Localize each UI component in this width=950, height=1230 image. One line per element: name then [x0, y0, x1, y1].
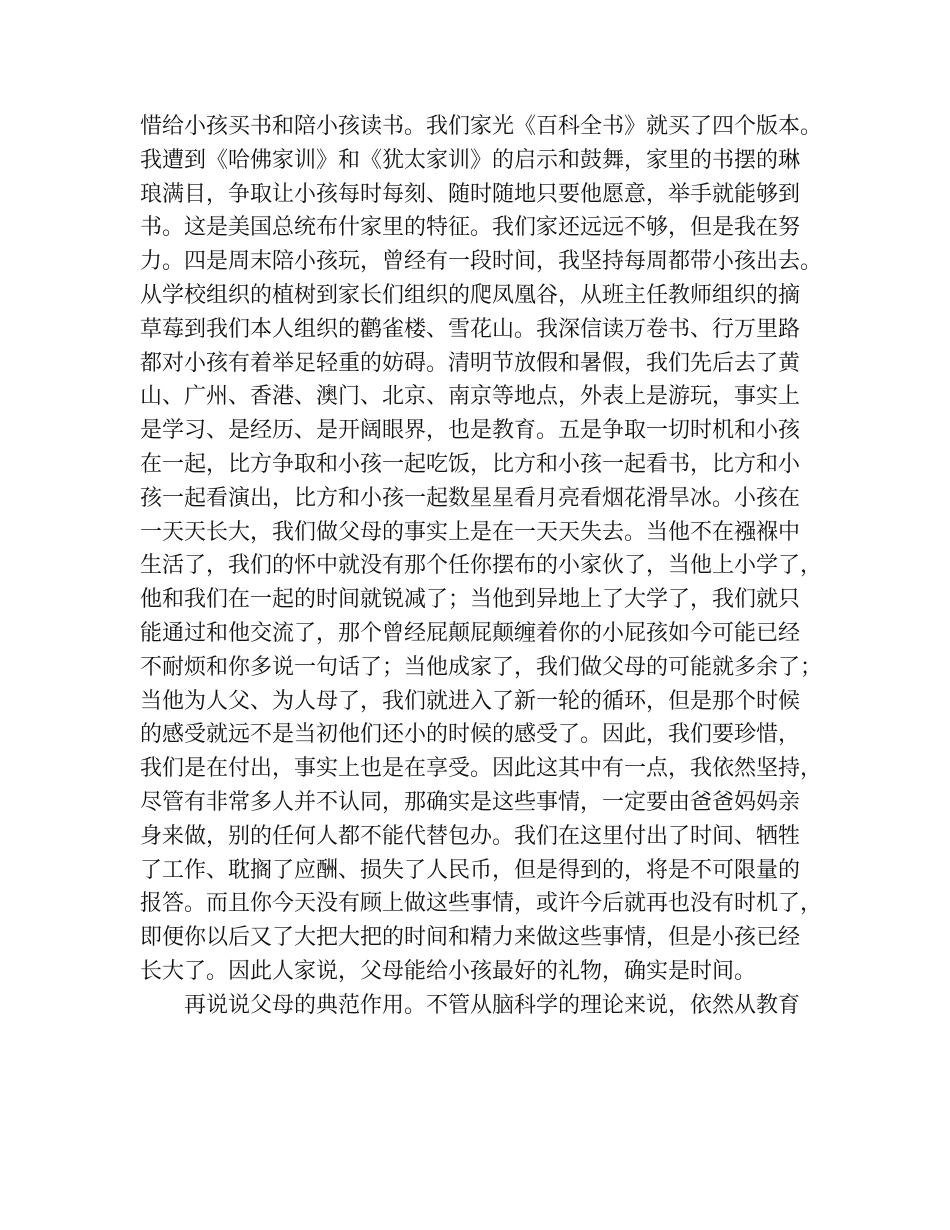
text-line: 他和我们在一起的时间就锐减了；当他到异地上了大学了，我们就只 — [140, 587, 801, 613]
text-line: 长大了。因此人家说，父母能给小孩最好的礼物，确实是时间。 — [140, 958, 757, 984]
text-line: 身来做，别的任何人都不能代替包办。我们在这里付出了时间、牺牲 — [140, 823, 801, 849]
text-line: 力。四是周末陪小孩玩，曾经有一段时间，我坚持每周都带小孩出去。 — [140, 249, 823, 275]
text-line: 孩一起看演出，比方和小孩一起数星星看月亮看烟花滑旱冰。小孩在 — [140, 485, 801, 511]
paragraph-start-line: 再说说父母的典范作用。不管从脑科学的理论来说，依然从教育 — [184, 992, 801, 1018]
body-text — [140, 110, 830, 1023]
text-line: 书。这是美国总统布什家里的特征。我们家还远远不够，但是我在努 — [140, 215, 801, 241]
text-line: 山、广州、香港、澳门、北京、南京等地点，外表上是游玩，事实上 — [140, 384, 801, 410]
text-line: 当他为人父、为人母了，我们就进入了新一轮的循环，但是那个时候 — [140, 688, 801, 714]
text-line: 不耐烦和你多说一句话了；当他成家了，我们做父母的可能就多余了； — [140, 654, 823, 680]
text-line: 即便你以后又了大把大把的时间和精力来做这些事情，但是小孩已经 — [140, 925, 801, 951]
text-line: 生活了，我们的怀中就没有那个任你摆布的小家伙了，当他上小学了， — [140, 553, 823, 579]
text-line: 我们是在付出，事实上也是在享受。因此这其中有一点，我依然坚持， — [140, 756, 823, 782]
text-line: 了工作、耽搁了应酬、损失了人民币，但是得到的，将是不可限量的 — [140, 857, 801, 883]
text-line: 在一起，比方争取和小孩一起吃饭，比方和小孩一起看书，比方和小 — [140, 451, 801, 477]
text-line: 能通过和他交流了，那个曾经屁颠屁颠缠着你的小屁孩如今可能已经 — [140, 620, 801, 646]
text-line: 惜给小孩买书和陪小孩读书。我们家光《百科全书》就买了四个版本。 — [140, 114, 823, 139]
text-line: 一天天长大，我们做父母的事实上是在一天天失去。当他不在襁褓中 — [140, 519, 801, 545]
text-line: 尽管有非常多人并不认同，那确实是这些事情，一定要由爸爸妈妈亲 — [140, 789, 801, 815]
text-line: 琅满目，争取让小孩每时每刻、随时随地只要他愿意，举手就能够到 — [140, 181, 801, 207]
text-line: 是学习、是经历、是开阔眼界，也是教育。五是争取一切时机和小孩 — [140, 418, 801, 444]
text-line: 报答。而且你今天没有顾上做这些事情，或许今后就再也没有时机了， — [140, 891, 823, 917]
text-line: 的感受就远不是当初他们还小的时候的感受了。因此，我们要珍惜， — [140, 722, 801, 748]
text-line: 都对小孩有着举足轻重的妨碍。清明节放假和暑假，我们先后去了黄 — [140, 350, 801, 376]
text-line: 我遭到《哈佛家训》和《犹太家训》的启示和鼓舞，家里的书摆的琳 — [140, 147, 801, 173]
text-line: 从学校组织的植树到家长们组织的爬凤凰谷，从班主任教师组织的摘 — [140, 282, 801, 308]
text-line: 草莓到我们本人组织的鹳雀楼、雪花山。我深信读万卷书、行万里路 — [140, 316, 801, 342]
